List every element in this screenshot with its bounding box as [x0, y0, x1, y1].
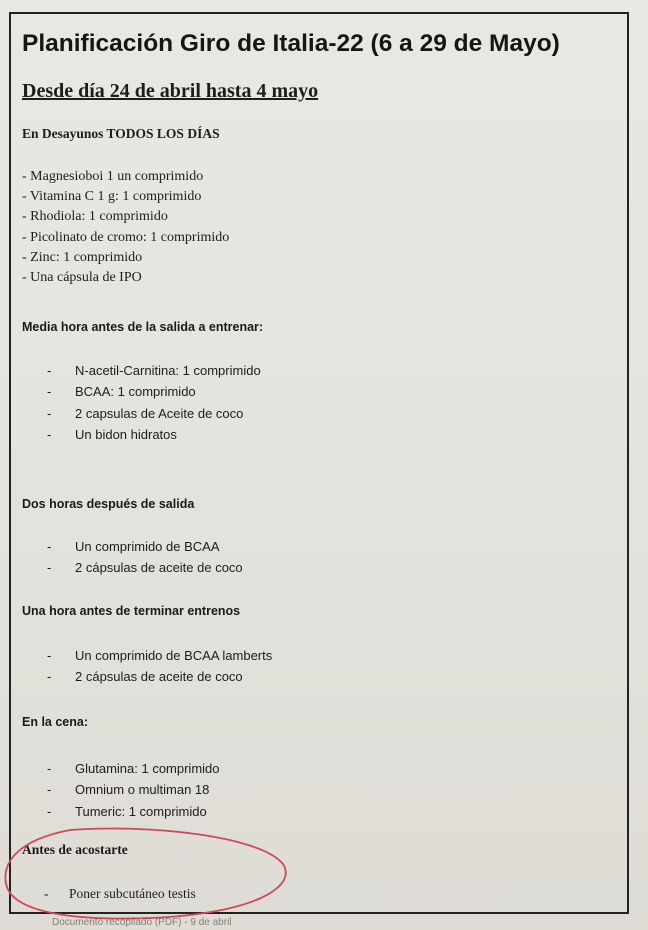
before-bed-heading: Antes de acostarte: [22, 842, 128, 857]
document-title: Planificación Giro de Italia-22 (6 a 29 de Mayo): [22, 30, 560, 57]
list-item: - 2 cápsulas de aceite de coco: [47, 669, 243, 685]
breakfast-heading: En Desayunos TODOS LOS DÍAS: [22, 126, 220, 141]
list-item: - Zinc: 1 comprimido: [22, 249, 143, 265]
two-hours-after-heading: Dos horas después de salida: [22, 497, 195, 511]
list-item: - N-acetil-Carnitina: 1 comprimido: [47, 363, 261, 378]
before-training-list: [47, 360, 261, 445]
list-item: - Un comprimido de BCAA: [47, 539, 220, 554]
hour-before-end-heading: Una hora antes de terminar entrenos: [22, 604, 241, 618]
list-item: - Poner subcutáneo testis: [44, 886, 196, 901]
list-item: - Vitamina C 1 g: 1 comprimido: [22, 189, 202, 205]
list-item: - BCAA: 1 comprimido: [47, 384, 196, 400]
list-item: - Un bidon hidratos: [47, 426, 177, 442]
two-hours-after-list: [47, 536, 243, 579]
footer-note: Documento recopilado (PDF) - 9 de abril: [52, 917, 232, 928]
list-item: - Magnesioboi 1 un comprimido: [22, 169, 204, 184]
breakfast-list: [22, 167, 229, 288]
list-item: - Tumeric: 1 comprimido: [47, 803, 207, 819]
before-bed-list: [44, 886, 196, 902]
list-item: - Glutamina: 1 comprimido: [47, 761, 220, 776]
list-item: - Picolinato de cromo: 1 comprimido: [22, 229, 230, 245]
date-range-heading: Desde día 24 de abril hasta 4 mayo: [22, 80, 319, 102]
list-item: - Un comprimido de BCAA lamberts: [47, 648, 273, 663]
list-item: - 2 cápsulas de aceite de coco: [47, 560, 243, 576]
list-item: - Rhodiola: 1 comprimido: [22, 209, 168, 225]
dinner-list: [47, 758, 220, 822]
list-item: - Omnium o multiman 18: [47, 782, 210, 798]
before-training-heading: Media hora antes de la salida a entrenar:: [22, 320, 264, 334]
hour-before-end-list: [47, 645, 272, 688]
list-item: - 2 capsulas de Aceite de coco: [47, 405, 244, 421]
list-item: - Una cápsula de IPO: [22, 270, 142, 286]
dinner-heading: En la cena:: [22, 715, 88, 729]
